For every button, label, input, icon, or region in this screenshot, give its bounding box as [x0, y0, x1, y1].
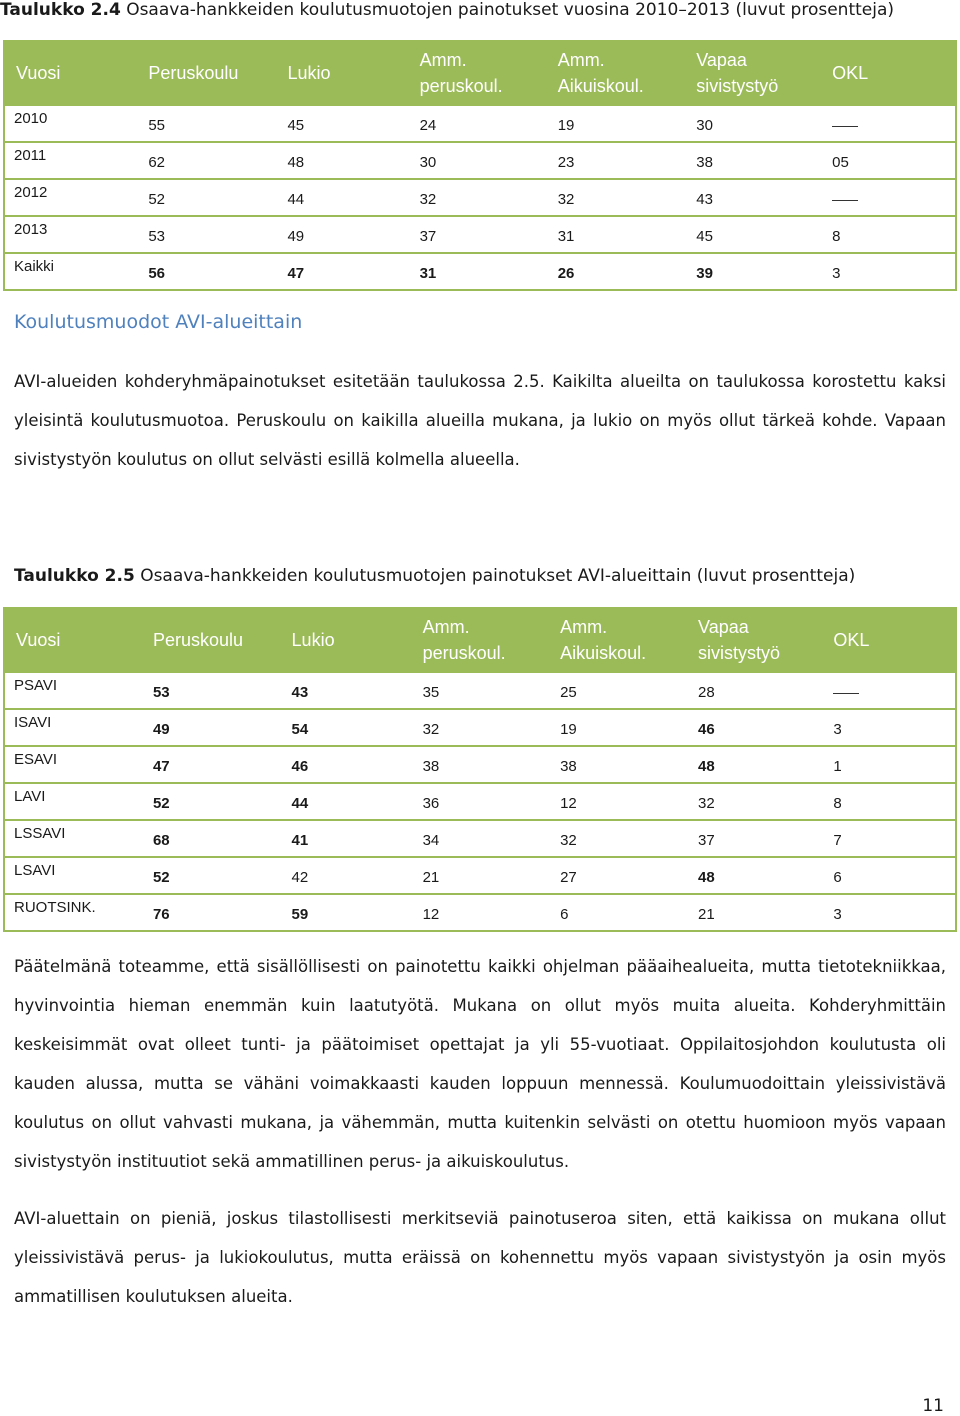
table-cell: 59 [282, 894, 413, 931]
table-row [4, 894, 956, 931]
table-cell: 32 [688, 783, 825, 820]
table-row [4, 105, 956, 142]
table-cell: 27 [550, 857, 688, 894]
table-cell: 45 [277, 105, 409, 142]
table-row [4, 746, 956, 783]
table-cell: 44 [277, 179, 409, 216]
column-header: Vuosi [4, 608, 143, 672]
table-cell: 6 [825, 857, 956, 894]
row-label: Kaikki [4, 253, 138, 290]
table-2-5-label: Taulukko 2.5 [14, 566, 135, 586]
row-label: LAVI [4, 783, 143, 820]
table-row [4, 709, 956, 746]
table-cell: 38 [686, 142, 824, 179]
table-2-5 [3, 607, 957, 932]
table-cell: 62 [138, 142, 277, 179]
table-cell: 47 [143, 746, 282, 783]
table-cell: 48 [277, 142, 409, 179]
table-cell: 19 [548, 105, 687, 142]
table-cell: 23 [548, 142, 687, 179]
table-cell: 49 [143, 709, 282, 746]
table-cell: 24 [410, 105, 548, 142]
row-label: 2011 [4, 142, 138, 179]
table-cell: 56 [138, 253, 277, 290]
table-cell: 44 [282, 783, 413, 820]
table-cell: 37 [688, 820, 825, 857]
table-cell: 48 [688, 857, 825, 894]
dash-mark [832, 126, 858, 127]
table-cell: 52 [138, 179, 277, 216]
conclusion-paragraph: Päätelmänä toteamme, että sisällöllisesti on painotettu kaikki ohjelman pääaihealueita, mutta tietotekniikkaa, hyvinvointia hieman enemmän kuin laatutyötä. Mukana on ollut myös muita alueita. Kohderyhmittäin keskeisimmät ovat olleet tunti- ja päätoimiset opettajat ja yli 55-vuotiaat. Oppilaitosjohdon koulutusta oli kauden alussa, mutta se vähäni voimakkaasti kauden loppuun mennessä. Koulumuodoittain yleissivistävä koulutus on ollut vahvasti mukana, ja vähemmän, mutta kuitenkin selvästi on otettu huomioon myös vapaan sivistystyön instituutiot sekä ammatillinen perus- ja aikuiskoulutus. [14, 957, 946, 1171]
table-cell: 28 [688, 672, 825, 709]
table-cell: 32 [550, 820, 688, 857]
table-cell: 21 [413, 857, 550, 894]
table-row [4, 857, 956, 894]
row-label: ESAVI [4, 746, 143, 783]
intro-paragraph: AVI-alueiden kohderyhmäpainotukset esitetään taulukossa 2.5. Kaikilta alueilta on taulukossa korostettu kaksi yleisintä koulutusmuotoa. Peruskoulu on kaikilla alueilla mukana, ja lukio on myös ollut tärkeä kohde. Vapaan sivistystyön koulutus on ollut selvästi esillä kolmella alueella. [14, 372, 946, 469]
table-cell: 68 [143, 820, 282, 857]
column-header: Amm. Aikuiskoul. [548, 41, 687, 105]
table-row [4, 783, 956, 820]
dash-mark [832, 200, 858, 201]
table-cell: 7 [825, 820, 956, 857]
table-2-4-caption [0, 0, 894, 20]
row-label: LSAVI [4, 857, 143, 894]
table-cell: 38 [550, 746, 688, 783]
table-cell: 8 [825, 783, 956, 820]
table-cell: 30 [686, 105, 824, 142]
table-cell: 46 [688, 709, 825, 746]
table-cell: 31 [410, 253, 548, 290]
table-cell: 30 [410, 142, 548, 179]
table-cell: 42 [282, 857, 413, 894]
column-header: Vuosi [4, 41, 138, 105]
table-cell: 55 [138, 105, 277, 142]
table-row [4, 820, 956, 857]
table-cell: 37 [410, 216, 548, 253]
table-header-row [4, 41, 956, 105]
table-cell: 47 [277, 253, 409, 290]
column-header: Lukio [282, 608, 413, 672]
column-header: Vapaa sivistystyö [688, 608, 825, 672]
table-row [4, 253, 956, 290]
table-cell: 43 [282, 672, 413, 709]
table-cell: 21 [688, 894, 825, 931]
table-cell: 54 [282, 709, 413, 746]
table-cell: 12 [550, 783, 688, 820]
table-cell: 05 [824, 142, 956, 179]
table-cell: 53 [143, 672, 282, 709]
table-cell [825, 672, 956, 709]
table-cell: 38 [413, 746, 550, 783]
column-header: Lukio [277, 41, 409, 105]
table-cell: 34 [413, 820, 550, 857]
column-header: Amm. peruskoul. [413, 608, 550, 672]
row-label: ISAVI [4, 709, 143, 746]
column-header: Amm. peruskoul. [410, 41, 548, 105]
section-heading: Koulutusmuodot AVI-alueittain [14, 311, 303, 333]
table-2-4-label: Taulukko 2.4 [0, 0, 121, 20]
table-cell: 26 [548, 253, 687, 290]
table-cell: 3 [825, 709, 956, 746]
table-cell: 1 [825, 746, 956, 783]
table-cell [824, 105, 956, 142]
table-cell: 32 [410, 179, 548, 216]
column-header: OKL [825, 608, 956, 672]
row-label: 2013 [4, 216, 138, 253]
column-header: Peruskoulu [138, 41, 277, 105]
row-label: PSAVI [4, 672, 143, 709]
table-row [4, 179, 956, 216]
table-row [4, 216, 956, 253]
table-cell: 76 [143, 894, 282, 931]
table-2-4 [3, 40, 957, 291]
table-header-row [4, 608, 956, 672]
table-cell: 39 [686, 253, 824, 290]
table-cell: 19 [550, 709, 688, 746]
column-header: OKL [824, 41, 956, 105]
table-cell [824, 179, 956, 216]
row-label: RUOTSINK. [4, 894, 143, 931]
table-cell: 43 [686, 179, 824, 216]
table-cell: 3 [824, 253, 956, 290]
table-cell: 6 [550, 894, 688, 931]
table-cell: 35 [413, 672, 550, 709]
table-cell: 49 [277, 216, 409, 253]
table-cell: 36 [413, 783, 550, 820]
table-2-5-title: Osaava-hankkeiden koulutusmuotojen painotukset AVI-alueittain (luvut prosentteja) [140, 566, 856, 586]
table-row [4, 142, 956, 179]
table-cell: 53 [138, 216, 277, 253]
column-header: Peruskoulu [143, 608, 282, 672]
dash-mark [833, 693, 859, 694]
table-cell: 46 [282, 746, 413, 783]
table-cell: 32 [413, 709, 550, 746]
row-label: LSSAVI [4, 820, 143, 857]
table-cell: 32 [548, 179, 687, 216]
table-cell: 25 [550, 672, 688, 709]
row-label: 2012 [4, 179, 138, 216]
final-paragraph: AVI-aluettain on pieniä, joskus tilastollisesti merkitseviä painotuseroa siten, että kaikissa on mukana ollut yleissivistävä perus- ja lukiokoulutus, mutta eräissä on kohennettu myös vapaan sivistystyön ja osin myös ammatillisen koulutuksen alueita. [14, 1209, 946, 1306]
row-label: 2010 [4, 105, 138, 142]
table-row [4, 672, 956, 709]
table-cell: 48 [688, 746, 825, 783]
table-cell: 52 [143, 783, 282, 820]
table-cell: 3 [825, 894, 956, 931]
table-cell: 12 [413, 894, 550, 931]
table-2-5-caption [14, 566, 855, 586]
table-cell: 31 [548, 216, 687, 253]
table-cell: 45 [686, 216, 824, 253]
column-header: Vapaa sivistystyö [686, 41, 824, 105]
column-header: Amm. Aikuiskoul. [550, 608, 688, 672]
table-cell: 41 [282, 820, 413, 857]
table-2-4-title: Osaava-hankkeiden koulutusmuotojen painotukset vuosina 2010–2013 (luvut prosentteja) [126, 0, 895, 20]
table-cell: 8 [824, 216, 956, 253]
table-cell: 52 [143, 857, 282, 894]
page-number: 11 [922, 1396, 944, 1416]
